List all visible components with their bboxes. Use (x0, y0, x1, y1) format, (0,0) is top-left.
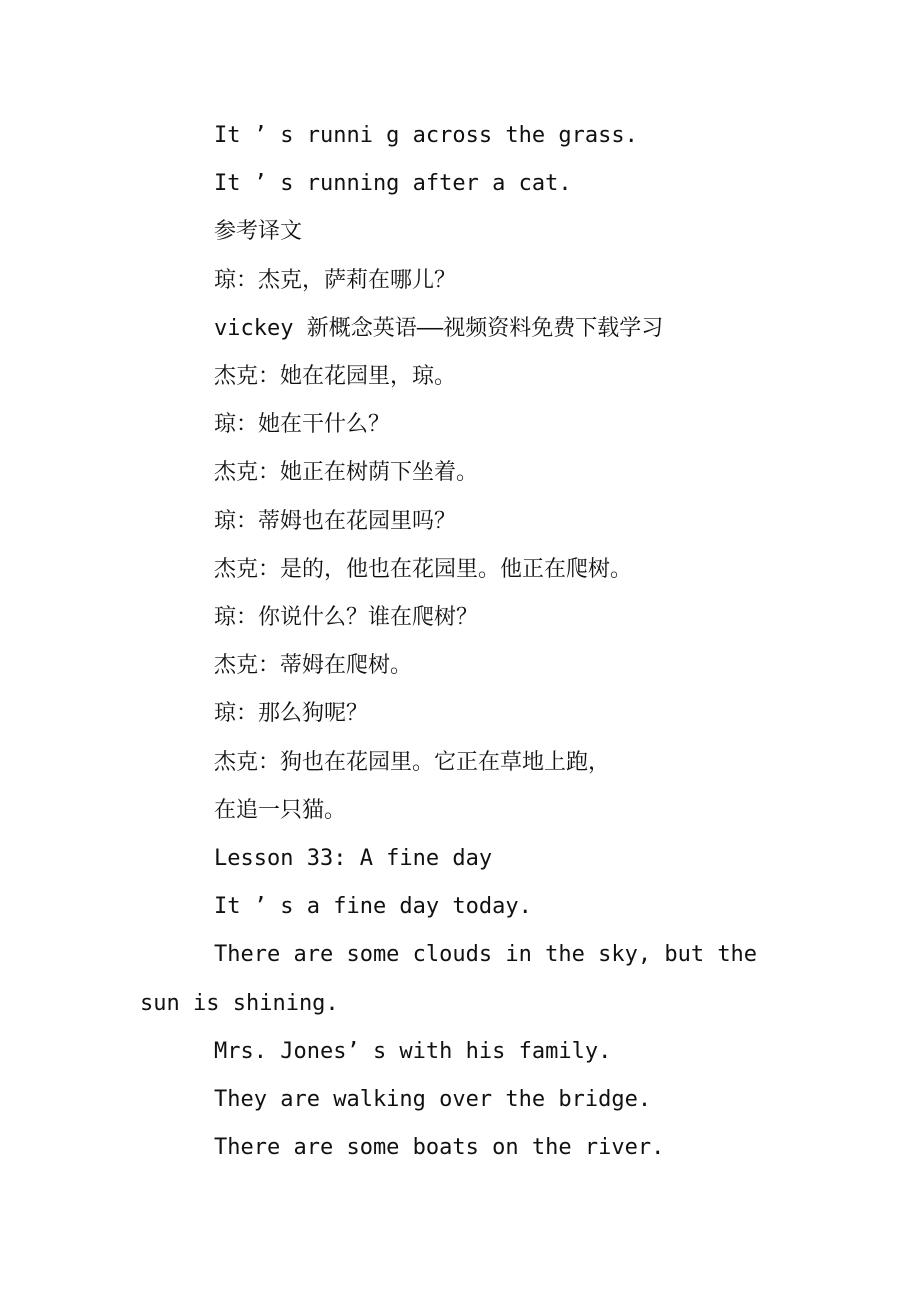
text-line: 杰克：是的，他也在花园里。他正在爬树。 (214, 556, 633, 582)
text-line: 杰克：狗也在花园里。它正在草地上跑， (214, 749, 611, 775)
text-line: It ’ s a fine day today. (214, 894, 532, 920)
text-line: It ’ s runni g across the grass. (214, 123, 638, 148)
text-line: 琼：蒂姆也在花园里吗？ (214, 508, 457, 534)
text-line: 琼：你说什么？谁在爬树？ (214, 605, 479, 631)
document-body (140, 112, 790, 1172)
text-line: vickey 新概念英语——视频资料免费下载学习 (214, 315, 664, 341)
text-line: 杰克：她正在树荫下坐着。 (214, 460, 479, 486)
lesson-title: Lesson 33: A fine day (214, 846, 493, 872)
text-line: 琼：她在干什么？ (214, 412, 391, 438)
text-line: 琼：那么狗呢？ (214, 701, 369, 727)
text-line: 在追一只猫。 (214, 797, 347, 823)
text-line: Mrs. Jones’ s with his family. (214, 1038, 612, 1064)
text-line: 杰克：蒂姆在爬树。 (214, 653, 413, 679)
section-heading: 参考译文 (214, 219, 303, 245)
text-line: 杰克：她在花园里，琼。 (214, 364, 457, 390)
text-line: They are walking over the bridge. (214, 1087, 652, 1113)
text-line: It ’ s running after a cat. (214, 171, 572, 197)
text-line: 琼：杰克，萨莉在哪儿？ (214, 267, 457, 293)
text-line: There are some boats on the river. (214, 1135, 665, 1161)
text-line: There are some clouds in the sky, but the sun is shining. (140, 942, 771, 1016)
